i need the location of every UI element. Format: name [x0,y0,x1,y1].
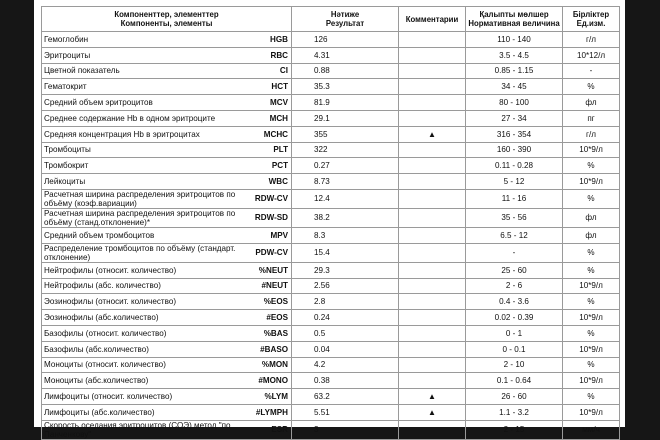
row-unit: 10*9/л [563,404,620,420]
row-result: 322 [292,142,399,158]
row-code: MPV [252,227,292,243]
row-reference: 110 - 140 [466,32,563,48]
row-comment [399,325,466,341]
table-body [42,32,620,440]
row-unit: г/л [563,32,620,48]
header-result: Нәтиже Результат [292,7,399,32]
row-code: WBC [252,174,292,190]
row-result: 0.38 [292,373,399,389]
row-name: Расчетная ширина распределения эритроцитов по объёму (станд.отклонение)* [42,208,252,227]
table-row [42,325,620,341]
row-reference: 0.11 - 0.28 [466,158,563,174]
row-name: Базофилы (относит. количество) [42,325,252,341]
row-code: #BASO [252,341,292,357]
row-result: 0.88 [292,63,399,79]
row-comment [399,110,466,126]
row-unit: 10*9/л [563,174,620,190]
row-name: Эозинофилы (относит. количество) [42,294,252,310]
table-header [42,7,620,32]
table-row [42,95,620,111]
row-code: HGB [252,32,292,48]
row-result: 35.3 [292,79,399,95]
table-row [42,79,620,95]
table-row [42,110,620,126]
row-result: 2.8 [292,294,399,310]
row-unit: 10*9/л [563,310,620,326]
row-comment [399,142,466,158]
table-row [42,142,620,158]
row-comment [399,420,466,439]
row-comment [399,47,466,63]
row-unit: % [563,243,620,262]
row-code: RBC [252,47,292,63]
table-row [42,243,620,262]
row-reference: 25 - 60 [466,262,563,278]
row-code: PDW-CV [252,243,292,262]
table-row [42,174,620,190]
row-name: Среднее содержание Hb в одном эритроците [42,110,252,126]
row-result: 355 [292,126,399,142]
lab-report-page [34,0,625,439]
table-row [42,158,620,174]
row-reference: 160 - 390 [466,142,563,158]
row-comment [399,243,466,262]
row-code: ESR [252,420,292,439]
row-comment [399,294,466,310]
table-row [42,208,620,227]
table-row [42,126,620,142]
row-unit: % [563,79,620,95]
row-result: 38.2 [292,208,399,227]
row-result: 0.27 [292,158,399,174]
row-reference: 2 - 15 [466,420,563,439]
row-unit: % [563,262,620,278]
row-comment [399,373,466,389]
row-code: #LYMPH [252,404,292,420]
row-code: %EOS [252,294,292,310]
row-comment [399,32,466,48]
header-normal: Қалыпты мөлшер Нормативная величина [466,7,563,32]
row-reference: 0 - 1 [466,325,563,341]
row-reference: 26 - 60 [466,389,563,405]
row-result: 8.73 [292,174,399,190]
row-reference: 0.4 - 3.6 [466,294,563,310]
row-name: Базофилы (абс.количество) [42,341,252,357]
row-code: PCT [252,158,292,174]
row-name: Нейтрофилы (абс. количество) [42,278,252,294]
row-name: Скорость оседания эритроцитов (СОЭ) метод "по Панченкову" [42,420,252,439]
row-comment: ▲ [399,126,466,142]
row-unit: фл [563,95,620,111]
table-row [42,278,620,294]
row-code: #EOS [252,310,292,326]
row-comment: ▲ [399,389,466,405]
row-name: Лимфоциты (относит. количество) [42,389,252,405]
row-comment [399,208,466,227]
row-name: Нейтрофилы (относит. количество) [42,262,252,278]
row-code: MCH [252,110,292,126]
blood-test-table [41,6,620,440]
row-comment [399,262,466,278]
row-reference: 34 - 45 [466,79,563,95]
row-unit: % [563,325,620,341]
table-row [42,262,620,278]
row-unit: - [563,63,620,79]
row-unit: мм/ч [563,420,620,439]
row-reference: 1.1 - 3.2 [466,404,563,420]
row-comment [399,227,466,243]
row-unit: пг [563,110,620,126]
row-result: 12.4 [292,189,399,208]
row-unit: 10*12/л [563,47,620,63]
table-row [42,373,620,389]
row-name: Гематокрит [42,79,252,95]
table-row [42,310,620,326]
row-reference: 80 - 100 [466,95,563,111]
row-name: Гемоглобин [42,32,252,48]
row-result: 29.3 [292,262,399,278]
row-code: RDW-CV [252,189,292,208]
row-result: 0.24 [292,310,399,326]
row-reference: 3.5 - 4.5 [466,47,563,63]
row-reference: 35 - 56 [466,208,563,227]
row-result: 63.2 [292,389,399,405]
row-name: Лимфоциты (абс.количество) [42,404,252,420]
row-code: PLT [252,142,292,158]
table-row [42,389,620,405]
row-code: MCV [252,95,292,111]
row-name: Тромбоциты [42,142,252,158]
table-row [42,294,620,310]
row-reference: 316 - 354 [466,126,563,142]
row-unit: фл [563,227,620,243]
row-name: Лейкоциты [42,174,252,190]
row-comment: ▲ [399,404,466,420]
row-result: 8.3 [292,227,399,243]
row-unit: 10*9/л [563,278,620,294]
row-code: RDW-SD [252,208,292,227]
row-comment [399,278,466,294]
row-name: Расчетная ширина распределения эритроцитов по объёму (коэф.вариации) [42,189,252,208]
row-code: %MON [252,357,292,373]
row-name: Моноциты (абс.количество) [42,373,252,389]
row-result: 15.4 [292,243,399,262]
row-name: Тромбокрит [42,158,252,174]
row-code: #NEUT [252,278,292,294]
row-result: 0.04 [292,341,399,357]
table-row [42,404,620,420]
table-row [42,47,620,63]
row-result: 126 [292,32,399,48]
row-unit: 10*9/л [563,341,620,357]
row-unit: % [563,158,620,174]
row-comment [399,158,466,174]
table-row [42,63,620,79]
row-comment [399,95,466,111]
row-code: HCT [252,79,292,95]
table-row [42,32,620,48]
table-row [42,420,620,439]
row-unit: % [563,389,620,405]
table-row [42,341,620,357]
row-result: 81.9 [292,95,399,111]
header-unit: Бірліктер Ед.изм. [563,7,620,32]
row-comment [399,63,466,79]
row-reference: - [466,243,563,262]
row-unit: 10*9/л [563,142,620,158]
row-comment [399,79,466,95]
row-unit: 10*9/л [563,373,620,389]
row-comment [399,341,466,357]
header-component: Компоненттер, элементтер Компоненты, элементы [42,7,292,32]
row-reference: 0 - 0.1 [466,341,563,357]
row-comment [399,174,466,190]
row-name: Средняя концентрация Hb в эритроцитах [42,126,252,142]
row-result: 4.2 [292,357,399,373]
row-result: 3 [292,420,399,439]
row-comment [399,189,466,208]
row-comment [399,310,466,326]
row-name: Распределение тромбоцитов по объёму (стандарт. отклонение) [42,243,252,262]
row-result: 29.1 [292,110,399,126]
row-name: Эритроциты [42,47,252,63]
row-result: 4.31 [292,47,399,63]
row-reference: 27 - 34 [466,110,563,126]
row-reference: 0.1 - 0.64 [466,373,563,389]
row-code: CI [252,63,292,79]
row-result: 2.56 [292,278,399,294]
header-comment: Комментарии [399,7,466,32]
row-code: #MONO [252,373,292,389]
row-reference: 0.02 - 0.39 [466,310,563,326]
row-code: %BAS [252,325,292,341]
row-name: Моноциты (относит. количество) [42,357,252,373]
table-row [42,227,620,243]
row-reference: 11 - 16 [466,189,563,208]
row-unit: фл [563,208,620,227]
row-name: Эозинофилы (абс.количество) [42,310,252,326]
table-row [42,357,620,373]
row-reference: 2 - 6 [466,278,563,294]
row-code: %LYM [252,389,292,405]
row-reference: 0.85 - 1.15 [466,63,563,79]
row-reference: 6.5 - 12 [466,227,563,243]
row-result: 5.51 [292,404,399,420]
table-row [42,189,620,208]
row-code: %NEUT [252,262,292,278]
row-name: Цветной показатель [42,63,252,79]
row-code: MCHC [252,126,292,142]
row-name: Средний объем тромбоцитов [42,227,252,243]
row-result: 0.5 [292,325,399,341]
row-unit: % [563,294,620,310]
row-reference: 5 - 12 [466,174,563,190]
row-comment [399,357,466,373]
row-unit: % [563,189,620,208]
row-name: Средний объем эритроцитов [42,95,252,111]
row-unit: % [563,357,620,373]
row-reference: 2 - 10 [466,357,563,373]
row-unit: г/л [563,126,620,142]
